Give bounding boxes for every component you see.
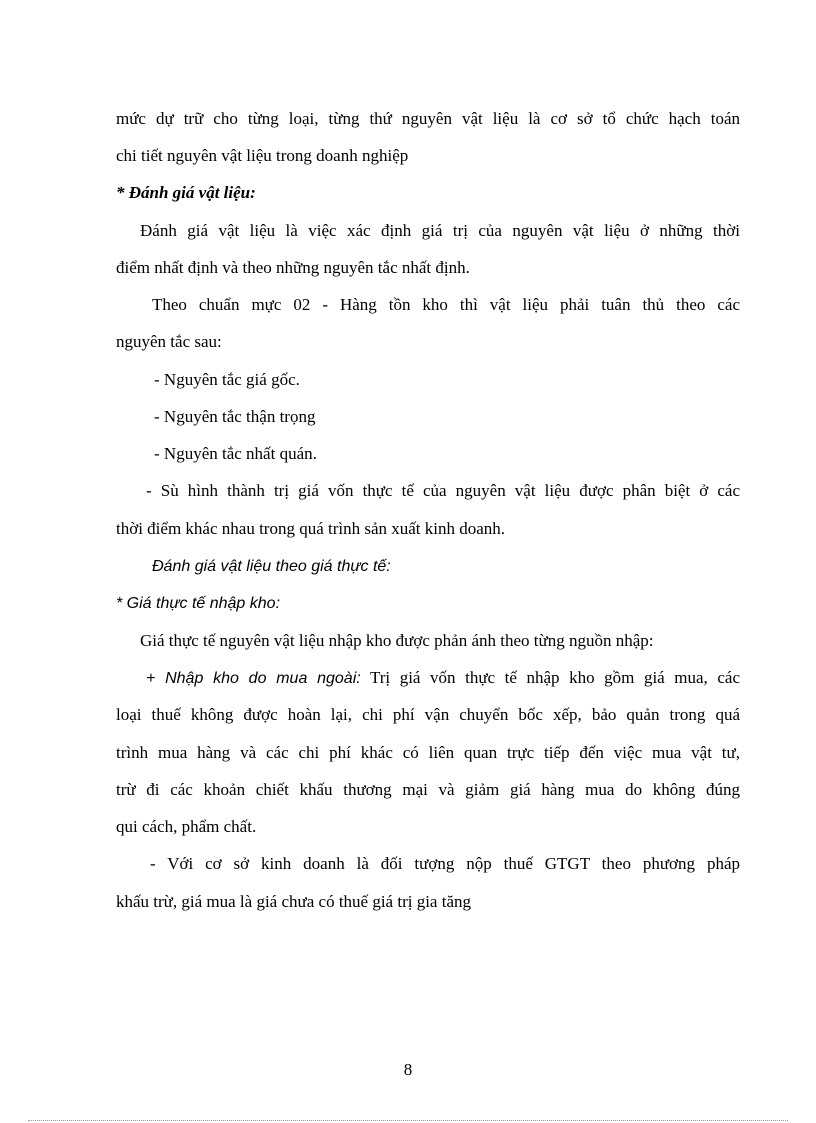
body-line: - Sù hình thành trị giá vốn thực tế của nguyên vật liệu được phân biệt ở các — [146, 481, 740, 500]
section-heading: * Đánh giá vật liệu: — [116, 183, 256, 202]
body-line: khấu trừ, giá mua là giá chưa có thuế giá trị gia tăng — [116, 892, 471, 911]
body-line: chi tiết nguyên vật liệu trong doanh nghiệp — [116, 146, 409, 165]
body-text: Trị giá vốn thực tế nhập kho gồm giá mua, các — [360, 668, 741, 687]
body-line: trừ đi các khoản chiết khấu thương mại và giảm giá hàng mua do không đúng — [116, 780, 740, 799]
body-line — [146, 667, 740, 690]
bullet-item: - Nguyên tắc thận trọng — [154, 407, 316, 426]
body-line: qui cách, phẩm chất. — [116, 817, 257, 836]
body-line: loại thuế không được hoàn lại, chi phí vận chuyển bốc xếp, bảo quản trong quá — [116, 705, 740, 724]
page-footer-divider — [28, 1120, 788, 1121]
body-line: thời điểm khác nhau trong quá trình sản xuất kinh doanh. — [116, 519, 506, 538]
body-line: nguyên tắc sau: — [116, 332, 222, 351]
body-line: Theo chuẩn mực 02 - Hàng tồn kho thì vật liệu phải tuân thủ theo các — [152, 295, 740, 314]
subheading: * Giá thực tế nhập kho: — [116, 595, 281, 612]
body-line: điểm nhất định và theo những nguyên tắc nhất định. — [116, 258, 470, 277]
body-line: mức dự trữ cho từng loại, từng thứ nguyên vật liệu là cơ sở tổ chức hạch toán — [116, 109, 740, 128]
body-line: - Với cơ sở kinh doanh là đối tượng nộp thuế GTGT theo phương pháp — [150, 854, 740, 873]
page-number: 8 — [403, 1060, 413, 1079]
bullet-item: - Nguyên tắc giá gốc. — [154, 370, 300, 389]
bullet-item: - Nguyên tắc nhất quán. — [154, 444, 317, 463]
subheading: Đánh giá vật liệu theo giá thực tế: — [152, 558, 391, 575]
inline-italic-heading: + Nhập kho do mua ngoài: — [146, 670, 361, 687]
body-line: Đánh giá vật liệu là việc xác định giá trị của nguyên vật liệu ở những thời — [140, 221, 740, 240]
body-line: Giá thực tế nguyên vật liệu nhập kho được phản ánh theo từng nguồn nhập: — [140, 631, 654, 650]
body-line: trình mua hàng và các chi phí khác có liên quan trực tiếp đến việc mua vật tư, — [116, 743, 740, 762]
